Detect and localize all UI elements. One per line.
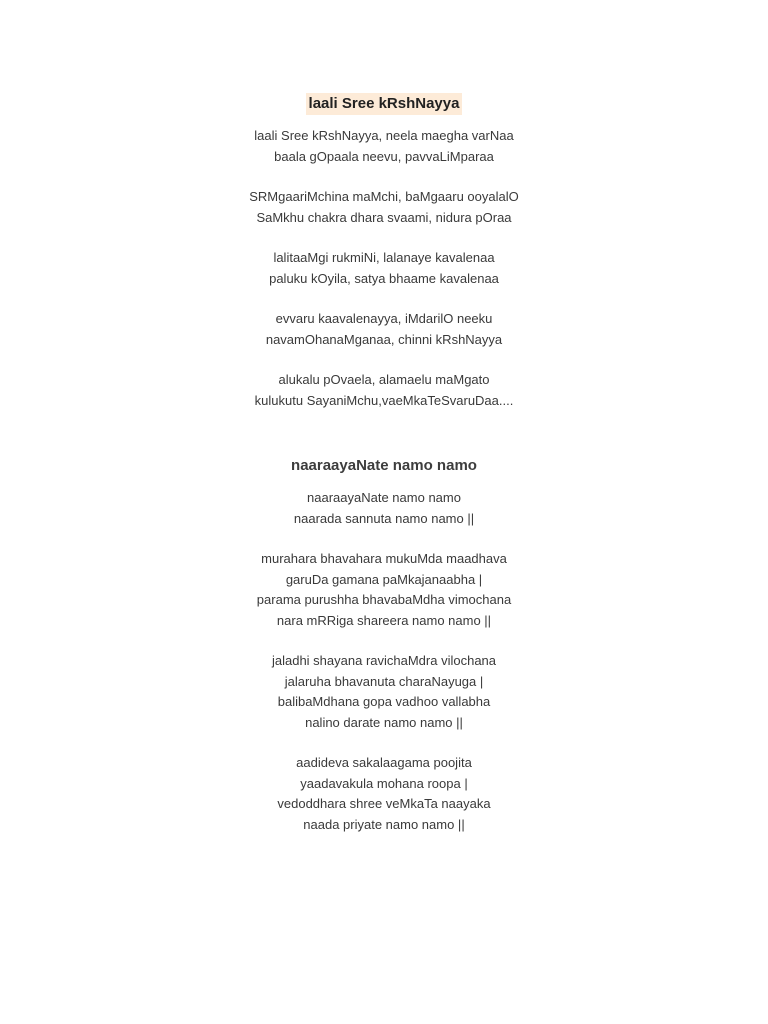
lyric-line: navamOhanaMganaa, chinni kRshNayya (265, 331, 503, 347)
lyric-line: vedoddhara shree veMkaTa naayaka (277, 796, 491, 811)
song-title: naaraayaNate namo namo (291, 457, 477, 474)
lyric-line: laali Sree kRshNayya, neela maegha varNaa (254, 128, 514, 143)
lyric-line: lalitaaMgi rukmiNi, lalanaye kavalenaa (273, 250, 495, 265)
stanza (0, 309, 768, 350)
stanza (0, 187, 768, 228)
lyric-line: evvaru kaavalenayya, iMdarilO neeku (275, 311, 493, 326)
stanza (0, 248, 768, 289)
stanza (0, 488, 768, 529)
stanza (0, 549, 768, 631)
lyric-line: naada priyate namo namo || (303, 816, 465, 832)
lyric-line: SaMkhu chakra dhara svaami, nidura pOraa (256, 209, 512, 225)
song-title: laali Sree kRshNayya (306, 93, 463, 115)
lyric-line: aadideva sakalaagama poojita (296, 755, 472, 770)
lyric-line: jaladhi shayana ravichaMdra vilochana (271, 653, 497, 668)
stanza (0, 126, 768, 167)
stanza (0, 370, 768, 411)
lyric-line: nalino darate namo namo || (305, 714, 463, 730)
lyric-line: murahara bhavahara mukuMda maadhava (261, 551, 507, 566)
lyric-line: naaraayaNate namo namo (307, 490, 461, 505)
lyric-line: baala gOpaala neevu, pavvaLiMparaa (274, 148, 494, 164)
stanza (0, 651, 768, 733)
lyric-line: paluku kOyila, satya bhaame kavalenaa (269, 270, 499, 286)
song-lyrics (0, 126, 768, 411)
lyric-line: kulukutu SayaniMchu,vaeMkaTeSvaruDaa.... (254, 392, 514, 408)
lyric-line: naarada sannuta namo namo || (293, 510, 475, 526)
lyric-line: yaadavakula mohana roopa | (300, 775, 468, 791)
lyric-line: garuDa gamana paMkajanaabha | (285, 571, 483, 587)
lyric-line: parama purushha bhavabaMdha vimochana (256, 592, 512, 607)
song-laali (0, 93, 768, 431)
lyric-line: alukalu pOvaela, alamaelu maMgato (278, 372, 490, 387)
lyric-line: jalaruha bhavanuta charaNayuga | (284, 673, 484, 689)
stanza (0, 753, 768, 835)
lyric-line: balibaMdhana gopa vadhoo vallabha (277, 694, 491, 709)
lyric-line: nara mRRiga shareera namo namo || (276, 612, 492, 628)
lyric-line: SRMgaariMchina maMchi, baMgaaru ooyalalO (249, 189, 519, 204)
song-naaraayanate (0, 455, 768, 855)
song-lyrics (0, 488, 768, 835)
